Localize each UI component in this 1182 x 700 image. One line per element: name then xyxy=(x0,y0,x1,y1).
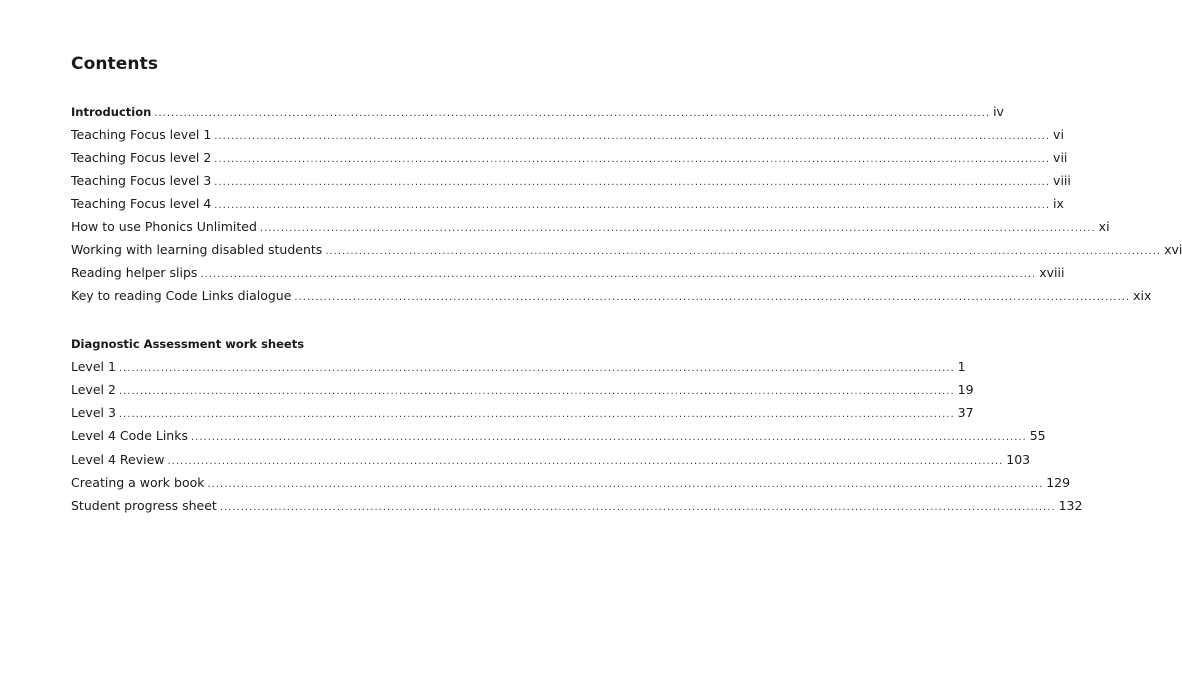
toc-entry-label: Level 1 xyxy=(71,359,116,374)
toc-entry xyxy=(71,498,1083,516)
toc-entry xyxy=(71,219,1110,237)
toc-entry-page: 1 xyxy=(957,359,966,374)
toc-entry xyxy=(71,173,1071,191)
toc-entry-page: 103 xyxy=(1006,452,1031,467)
toc-entry-label: Key to reading Code Links dialogue xyxy=(71,288,292,303)
dot-leader: ........................................................................................................................................................................................................ xyxy=(118,386,955,397)
toc-entry-page: 19 xyxy=(957,382,974,397)
dot-leader: ........................................................................................................................................................................................................ xyxy=(259,223,1096,234)
toc-entry xyxy=(71,196,1064,214)
dot-leader: ........................................................................................................................................................................................................ xyxy=(214,154,1051,165)
toc-entry-page: 132 xyxy=(1058,498,1083,513)
toc-entry-page: vi xyxy=(1053,127,1064,142)
toc-entry-label: Student progress sheet xyxy=(71,498,217,513)
toc-entry xyxy=(71,150,1068,168)
dot-leader: ........................................................................................................................................................................................................ xyxy=(214,200,1051,211)
toc-entry-label: Reading helper slips xyxy=(71,265,198,280)
dot-leader: ........................................................................................................................................................................................................ xyxy=(325,246,1162,257)
toc-entry-introduction xyxy=(71,104,1004,122)
dot-leader: ........................................................................................................................................................................................................ xyxy=(118,363,955,374)
toc-entry xyxy=(71,359,966,377)
toc-entry xyxy=(71,428,1046,446)
toc-entry-label: Teaching Focus level 2 xyxy=(71,150,212,165)
toc-entry xyxy=(71,405,974,423)
dot-leader: ........................................................................................................................................................................................................ xyxy=(118,409,955,420)
toc-entry xyxy=(71,127,1064,145)
dot-leader: ........................................................................................................................................................................................................ xyxy=(190,432,1027,443)
toc-entry-page: 55 xyxy=(1029,428,1046,443)
toc-entry-page: xvi xyxy=(1164,242,1182,257)
dot-leader: ........................................................................................................................................................................................................ xyxy=(214,131,1051,142)
toc-entry-label: Introduction xyxy=(71,105,152,119)
toc-entry-label: Level 4 Code Links xyxy=(71,428,188,443)
dot-leader: ........................................................................................................................................................................................................ xyxy=(214,177,1051,188)
toc-entry-page: 37 xyxy=(957,405,974,420)
dot-leader: ........................................................................................................................................................................................................ xyxy=(207,479,1044,490)
toc-entry-page: xviii xyxy=(1039,265,1065,280)
toc-entry-label: How to use Phonics Unlimited xyxy=(71,219,257,234)
toc-entry-page: vii xyxy=(1053,150,1068,165)
toc-entry-page: iv xyxy=(993,104,1004,119)
toc-entry-page: ix xyxy=(1053,196,1064,211)
toc-entry-label: Level 3 xyxy=(71,405,116,420)
toc-entry xyxy=(71,242,1182,260)
toc-entry-label: Level 4 Review xyxy=(71,452,165,467)
toc-entry xyxy=(71,452,1031,470)
toc-entry xyxy=(71,475,1071,493)
toc-entry-page: viii xyxy=(1053,173,1071,188)
toc-entry-label: Creating a work book xyxy=(71,475,205,490)
toc-entry-page: 129 xyxy=(1046,475,1071,490)
toc-entry xyxy=(71,288,1152,306)
page-title: Contents xyxy=(71,54,159,74)
toc-entry xyxy=(71,382,974,400)
dot-leader: ........................................................................................................................................................................................................ xyxy=(200,269,1037,280)
toc-entry-label: Working with learning disabled students xyxy=(71,242,323,257)
toc-entry-label: Level 2 xyxy=(71,382,116,397)
toc-entry-page: xi xyxy=(1098,219,1110,234)
dot-leader: ........................................................................................................................................................................................................ xyxy=(219,502,1056,513)
section-heading: Diagnostic Assessment work sheets xyxy=(71,337,305,351)
dot-leader: ........................................................................................................................................................................................................ xyxy=(294,292,1131,303)
toc-entry-label: Teaching Focus level 3 xyxy=(71,173,212,188)
toc-entry-page: xix xyxy=(1133,288,1152,303)
dot-leader: ........................................................................................................................................................................................................ xyxy=(167,456,1004,467)
toc-entry-label: Teaching Focus level 1 xyxy=(71,127,212,142)
toc-entry xyxy=(71,265,1065,283)
toc-entry-label: Teaching Focus level 4 xyxy=(71,196,212,211)
dot-leader: ........................................................................................................................................................................................................ xyxy=(154,108,991,119)
